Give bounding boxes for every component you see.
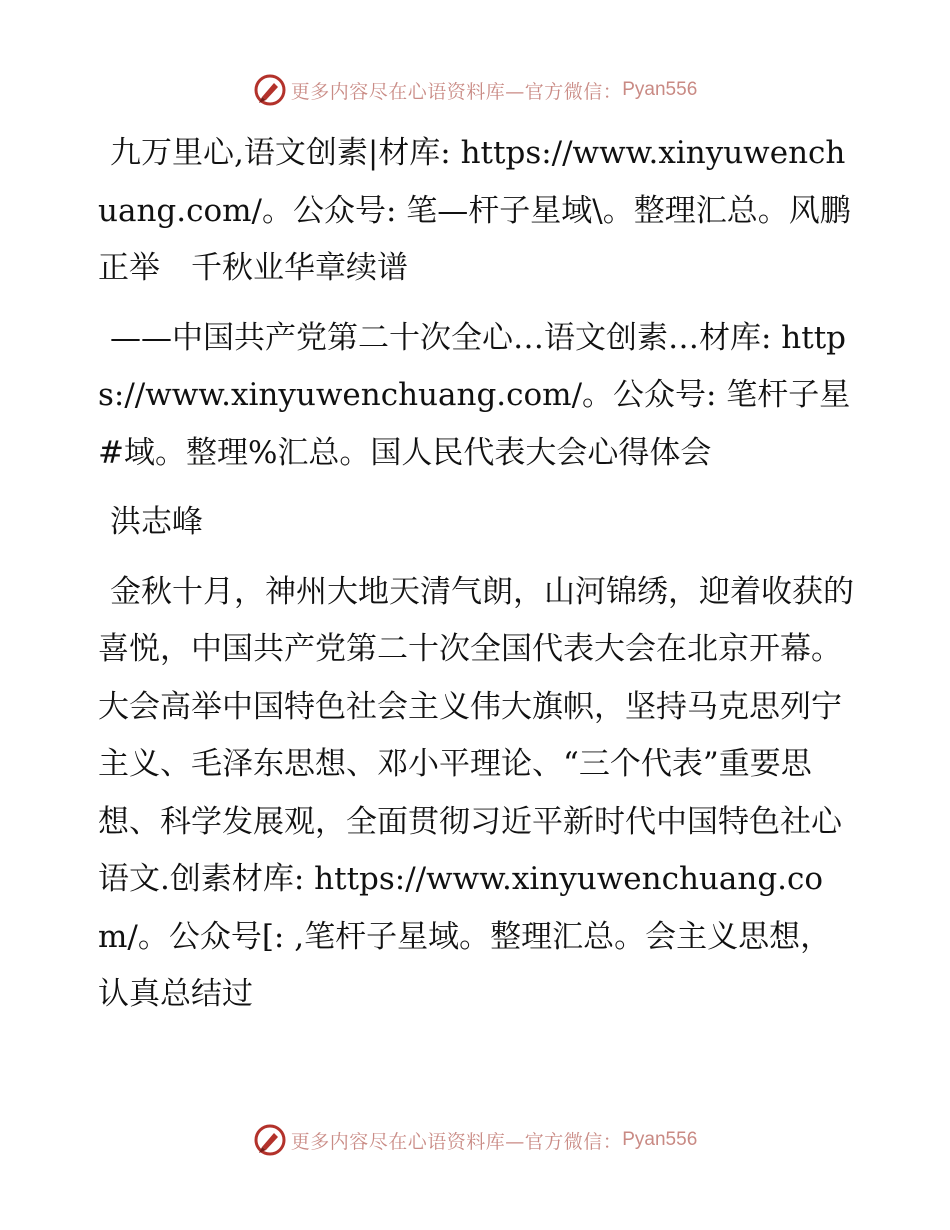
quill-logo-icon: [253, 1123, 287, 1157]
header-watermark-banner: [0, 70, 950, 110]
quill-logo-icon: [253, 73, 287, 107]
paragraph-body: 金秋十月，神州大地天清气朗，山河锦绣，迎着收获的喜悦，中国共产党第二十次全国代表大会在北京开幕。大会高举中国特色社会主义伟大旗帜，坚持马克思列宁主义、毛泽东思想、邓小平理论、“三个代表”重要思想、科学发展观，全面贯彻习近平新时代中国特色社心语文.创素材库: https://www.xinyuwenchuang.com/。公众号[: ,笔杆子星域。整理汇总。会主义思想，认真总结过: [98, 573, 854, 1012]
footer-watermark-banner: [0, 1120, 950, 1160]
paragraph-subtitle: ——中国共产党第二十次全心…语文创素…材库: https://www.xinyuwenchuang.com/。公众号: 笔杆子星#域。整理%汇总。国人民代表大会心得体会: [98, 319, 851, 471]
watermark-text: 更多内容尽在心语资料库—官方微信：: [290, 80, 623, 103]
paragraph-author: 洪志峰: [110, 504, 203, 540]
watermark-wechat-id: Pyan556: [622, 79, 698, 100]
watermark-text: 更多内容尽在心语资料库—官方微信：: [290, 1130, 623, 1153]
paragraph-title: 九万里心,语文创素|材库: https://www.xinyuwenchuang.com/。公众号: 笔—杆子星域\。整理汇总。风鹏正举 千秋业华章续谱: [98, 135, 851, 286]
watermark-wechat-id: Pyan556: [622, 1129, 698, 1150]
document-body: [98, 125, 858, 1024]
